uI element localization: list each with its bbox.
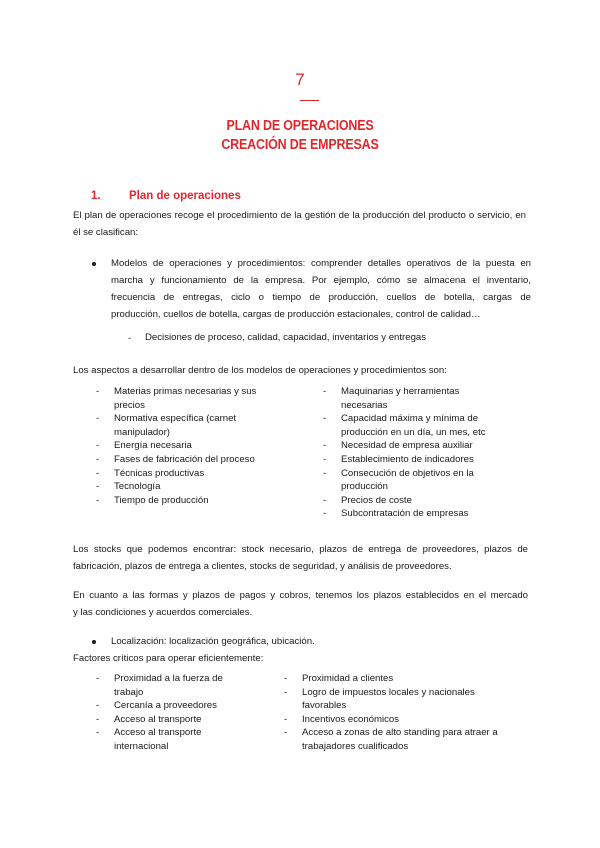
list-item-line: trabajadores cualificados bbox=[302, 741, 409, 752]
sub-bullet-decisions: Decisiones de proceso, calidad, capacidad, inventarios y entregas bbox=[145, 332, 427, 343]
bullet-line: producción, cuellos de botella, cargas de producción estacionales, control de calidad… bbox=[111, 309, 481, 320]
list-item-line: Normativa específica (carnet bbox=[114, 413, 237, 425]
list-item-line: Proximidad a clientes bbox=[302, 673, 394, 684]
list-item-line: precios bbox=[114, 399, 145, 411]
list-item-line: Tiempo de producción bbox=[114, 494, 209, 506]
list-item-line: Incentivos económicos bbox=[302, 713, 400, 725]
list-item-line: Tecnología bbox=[114, 481, 161, 493]
dash-marker: - bbox=[284, 686, 288, 698]
list-item-line: manipulador) bbox=[114, 426, 170, 438]
payments-paragraph bbox=[73, 587, 528, 621]
dash-marker: - bbox=[96, 440, 100, 452]
dash-marker: - bbox=[96, 413, 100, 425]
list-item-line: favorables bbox=[302, 700, 347, 712]
chapter-number: 7 bbox=[295, 70, 305, 89]
section-heading bbox=[91, 190, 241, 202]
dash-marker: - bbox=[323, 440, 327, 452]
chapter-divider bbox=[300, 100, 319, 101]
dash-marker: - bbox=[284, 713, 288, 725]
dash-marker: - bbox=[284, 727, 288, 739]
dash-marker: - bbox=[96, 494, 100, 506]
section-number: 1. bbox=[91, 190, 101, 202]
list-item-line: Cercanía a proveedores bbox=[114, 700, 217, 712]
bullet-location: Localización: localización geográfica, ubicación. bbox=[111, 636, 315, 647]
paragraph-line: En cuanto a las formas y plazos de pagos y cobros, tenemos los plazos establecidos en el mercado bbox=[73, 590, 528, 601]
dash-marker: - bbox=[96, 700, 100, 712]
dash-marker: - bbox=[323, 454, 327, 465]
paragraph-line: fabricación, plazos de entrega a clientes, stocks de seguridad, y análisis de proveedores. bbox=[73, 561, 452, 572]
bullet-operations bbox=[111, 255, 531, 323]
list-item-line: Fases de fabricación del proceso bbox=[114, 454, 255, 465]
dash-marker: - bbox=[284, 673, 288, 684]
list-item-line: Establecimiento de indicadores bbox=[341, 454, 474, 465]
list-item-line: necesarias bbox=[341, 399, 388, 411]
chapter-title-line-1: PLAN DE OPERACIONES bbox=[226, 118, 374, 134]
bullet-line: Modelos de operaciones y procedimientos: comprender detalles operativos de la puesta en bbox=[111, 258, 531, 269]
dash-marker: - bbox=[96, 727, 100, 739]
factors-intro: Factores críticos para operar eficientemente: bbox=[73, 653, 264, 664]
list-item-line: Logro de impuestos locales y nacionales bbox=[302, 686, 475, 698]
dash-marker: - bbox=[96, 454, 100, 465]
dash-marker: - bbox=[323, 508, 327, 520]
dash-marker: - bbox=[128, 333, 132, 344]
paragraph-line: Los stocks que podemos encontrar: stock necesario, plazos de entrega de proveedores, plazos de bbox=[73, 544, 528, 555]
list-item-line: Energía necesaria bbox=[114, 440, 192, 452]
list-item-line: Acceso al transporte bbox=[114, 727, 202, 739]
dash-marker: - bbox=[96, 673, 100, 684]
dash-marker: - bbox=[323, 413, 327, 425]
dash-marker: - bbox=[96, 467, 100, 479]
stocks-paragraph bbox=[73, 541, 528, 575]
list-item-line: Subcontratación de empresas bbox=[341, 508, 469, 520]
chapter-title-line-2: CREACIÓN DE EMPRESAS bbox=[221, 137, 379, 153]
list-item-line: Proximidad a la fuerza de bbox=[114, 673, 223, 684]
aspects-intro: Los aspectos a desarrollar dentro de los modelos de operaciones y procedimientos son: bbox=[73, 365, 447, 376]
list-item-line: Acceso al transporte bbox=[114, 713, 202, 725]
list-item-line: Acceso a zonas de alto standing para atraer a bbox=[302, 727, 498, 739]
list-item-line: producción bbox=[341, 481, 388, 493]
dash-marker: - bbox=[96, 386, 100, 397]
dash-marker: - bbox=[323, 386, 327, 397]
dash-marker: - bbox=[323, 494, 327, 506]
list-item-line: Maquinarias y herramientas bbox=[341, 386, 460, 397]
list-item-line: Capacidad máxima y mínima de bbox=[341, 413, 479, 425]
list-item-line: producción en un día, un mes, etc bbox=[341, 426, 486, 438]
bullet-line: frecuencia de entregas, ciclo o tiempo de producción, cuellos de botella, cargas de bbox=[111, 292, 531, 303]
list-item-line: Necesidad de empresa auxiliar bbox=[341, 440, 473, 452]
bullet-dot bbox=[92, 262, 96, 266]
list-item-line: trabajo bbox=[114, 686, 144, 698]
section-title: Plan de operaciones bbox=[129, 190, 241, 202]
dash-marker: - bbox=[96, 481, 100, 493]
list-item-line: Consecución de objetivos en la bbox=[341, 467, 474, 479]
list-item-line: internacional bbox=[114, 741, 169, 752]
list-item-line: Precios de coste bbox=[341, 494, 412, 506]
dash-marker: - bbox=[96, 713, 100, 725]
bullet-dot bbox=[92, 640, 96, 644]
list-item-line: Materias primas necesarias y sus bbox=[114, 386, 257, 397]
bullet-line: marcha y funcionamiento de la empresa. Por ejemplo, cómo se almacena el inventario, bbox=[111, 275, 531, 286]
intro-paragraph: El plan de operaciones recoge el procedimiento de la gestión de la producción del producto o servicio, en él se clasifican: bbox=[73, 210, 526, 238]
list-item-line: Técnicas productivas bbox=[114, 467, 205, 479]
paragraph-line: y las condiciones y acuerdos comerciales. bbox=[73, 607, 253, 618]
dash-marker: - bbox=[323, 467, 327, 479]
